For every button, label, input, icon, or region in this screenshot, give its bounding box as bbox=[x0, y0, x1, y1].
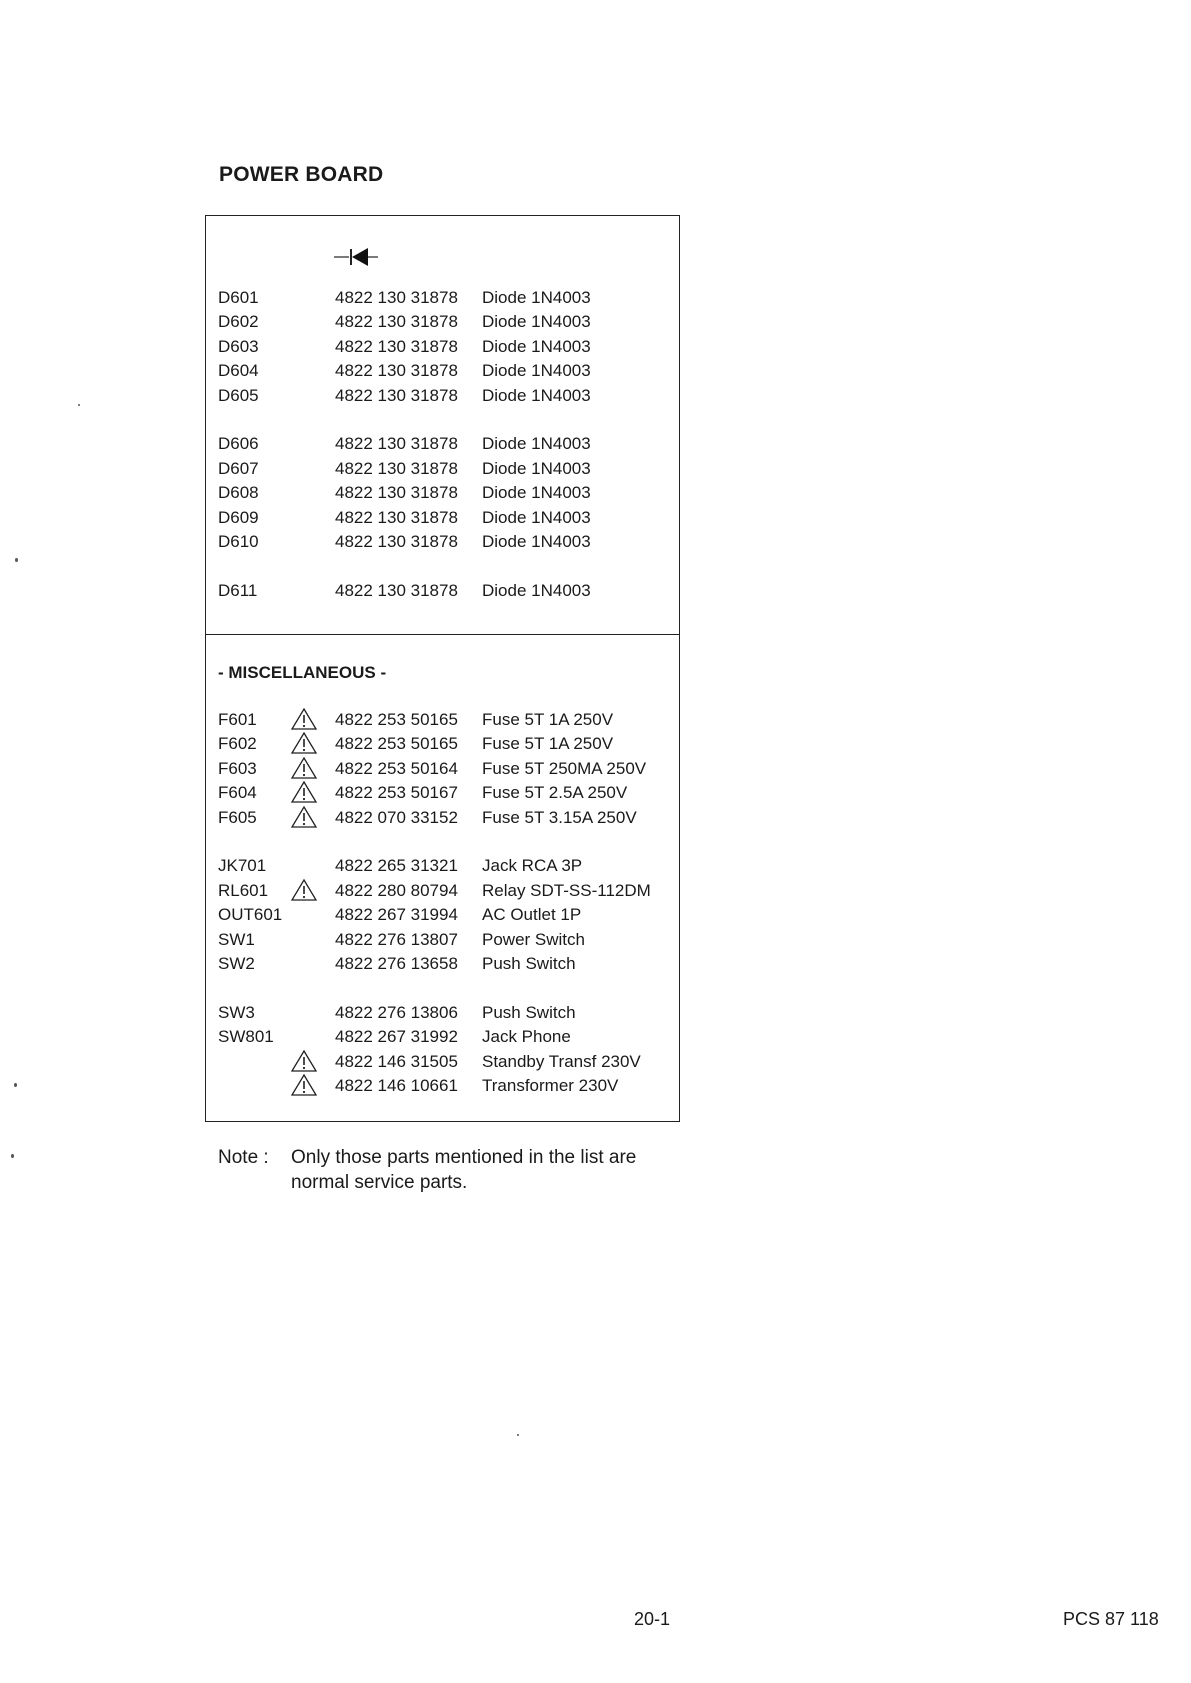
part-ref: F604 bbox=[218, 783, 257, 803]
diode-icon bbox=[334, 246, 384, 268]
section-divider bbox=[206, 634, 679, 635]
part-description: Fuse 5T 1A 250V bbox=[482, 734, 614, 754]
part-ref: F602 bbox=[218, 734, 257, 754]
part-code: 4822 276 13807 bbox=[335, 929, 458, 949]
part-code: 4822 253 50167 bbox=[335, 783, 458, 803]
part-ref: SW3 bbox=[218, 1002, 255, 1022]
warning-triangle-icon bbox=[290, 731, 318, 755]
warning-triangle-icon bbox=[290, 780, 318, 804]
warning-triangle-icon bbox=[290, 878, 318, 902]
part-code: 4822 130 31878 bbox=[335, 434, 458, 454]
part-code: 4822 130 31878 bbox=[335, 458, 458, 478]
part-description: Transformer 230V bbox=[482, 1076, 619, 1095]
part-code: 4822 130 31878 bbox=[335, 483, 458, 503]
part-code: 4822 267 31994 bbox=[335, 905, 458, 925]
warning-triangle-icon bbox=[290, 805, 318, 829]
note-line-2: normal service parts. bbox=[291, 1172, 468, 1193]
part-description: Diode 1N4003 bbox=[482, 458, 591, 478]
part-code: 4822 265 31321 bbox=[335, 856, 458, 876]
part-code: 4822 130 31878 bbox=[335, 336, 458, 356]
part-description: Diode 1N4003 bbox=[482, 361, 591, 381]
part-code: 4822 276 13806 bbox=[335, 1002, 458, 1022]
scan-speck bbox=[11, 1154, 14, 1158]
part-code: 4822 253 50165 bbox=[335, 710, 458, 729]
note-line-1: Only those parts mentioned in the list are bbox=[291, 1147, 637, 1168]
part-ref: SW801 bbox=[218, 1027, 274, 1047]
part-ref: F601 bbox=[218, 710, 257, 729]
part-code: 4822 070 33152 bbox=[335, 807, 458, 827]
part-code: 4822 130 31878 bbox=[335, 385, 458, 405]
part-ref: D603 bbox=[218, 336, 259, 356]
part-description: Diode 1N4003 bbox=[482, 312, 591, 332]
part-ref: D602 bbox=[218, 312, 259, 332]
part-description: Relay SDT-SS-112DM bbox=[482, 880, 651, 900]
part-code: 4822 130 31878 bbox=[335, 312, 458, 332]
part-description: Fuse 5T 1A 250V bbox=[482, 710, 614, 729]
part-code: 4822 130 31878 bbox=[335, 361, 458, 381]
part-description: Fuse 5T 3.15A 250V bbox=[482, 807, 637, 827]
part-ref: D608 bbox=[218, 483, 259, 503]
part-ref: SW1 bbox=[218, 929, 255, 949]
part-ref: D609 bbox=[218, 507, 259, 527]
part-code: 4822 130 31878 bbox=[335, 507, 458, 527]
part-description: Standby Transf 230V bbox=[482, 1051, 641, 1071]
part-description: Diode 1N4003 bbox=[482, 532, 591, 551]
part-ref: D607 bbox=[218, 458, 259, 478]
part-ref: D610 bbox=[218, 532, 259, 551]
scan-speck bbox=[517, 1434, 519, 1436]
part-ref: F605 bbox=[218, 807, 257, 827]
note-label: Note : bbox=[218, 1147, 269, 1168]
part-description: Diode 1N4003 bbox=[482, 336, 591, 356]
part-ref: D606 bbox=[218, 434, 259, 454]
page-title: POWER BOARD bbox=[219, 163, 384, 186]
part-description: Push Switch bbox=[482, 1002, 576, 1022]
part-code: 4822 146 10661 bbox=[335, 1076, 458, 1095]
part-description: AC Outlet 1P bbox=[482, 905, 582, 925]
part-description: Diode 1N4003 bbox=[482, 385, 591, 405]
part-code: 4822 146 31505 bbox=[335, 1051, 458, 1071]
document-code: PCS 87 118 bbox=[1063, 1609, 1159, 1629]
warning-triangle-icon bbox=[290, 1073, 318, 1097]
part-description: Push Switch bbox=[482, 954, 576, 973]
part-description: Fuse 5T 250MA 250V bbox=[482, 758, 647, 778]
part-description: Jack RCA 3P bbox=[482, 856, 583, 876]
part-ref: D601 bbox=[218, 288, 259, 307]
part-code: 4822 280 80794 bbox=[335, 880, 458, 900]
part-ref: D605 bbox=[218, 385, 259, 405]
part-ref: SW2 bbox=[218, 954, 255, 973]
warning-triangle-icon bbox=[290, 707, 318, 731]
page-number: 20-1 bbox=[634, 1609, 671, 1629]
part-code: 4822 276 13658 bbox=[335, 954, 458, 973]
part-code: 4822 267 31992 bbox=[335, 1027, 458, 1047]
part-ref: D611 bbox=[218, 580, 258, 600]
part-ref: JK701 bbox=[218, 856, 267, 876]
misc-heading: - MISCELLANEOUS - bbox=[218, 663, 387, 682]
part-description: Diode 1N4003 bbox=[482, 580, 591, 600]
scan-speck bbox=[14, 1083, 17, 1087]
part-description: Diode 1N4003 bbox=[482, 483, 591, 503]
part-description: Power Switch bbox=[482, 929, 585, 949]
part-code: 4822 253 50164 bbox=[335, 758, 458, 778]
part-description: Diode 1N4003 bbox=[482, 507, 591, 527]
part-ref: OUT601 bbox=[218, 905, 283, 925]
part-ref: RL601 bbox=[218, 880, 269, 900]
part-description: Diode 1N4003 bbox=[482, 434, 591, 454]
part-description: Jack Phone bbox=[482, 1027, 571, 1047]
part-code: 4822 253 50165 bbox=[335, 734, 458, 754]
scan-speck bbox=[78, 404, 80, 406]
scan-speck bbox=[15, 558, 18, 562]
part-description: Fuse 5T 2.5A 250V bbox=[482, 783, 628, 803]
warning-triangle-icon bbox=[290, 756, 318, 780]
part-ref: F603 bbox=[218, 758, 257, 778]
part-description: Diode 1N4003 bbox=[482, 288, 591, 307]
part-code: 4822 130 31878 bbox=[335, 532, 458, 551]
parts-list-box bbox=[205, 215, 680, 1122]
part-code: 4822 130 31878 bbox=[335, 288, 458, 307]
part-ref: D604 bbox=[218, 361, 259, 381]
warning-triangle-icon bbox=[290, 1049, 318, 1073]
part-code: 4822 130 31878 bbox=[335, 580, 458, 600]
